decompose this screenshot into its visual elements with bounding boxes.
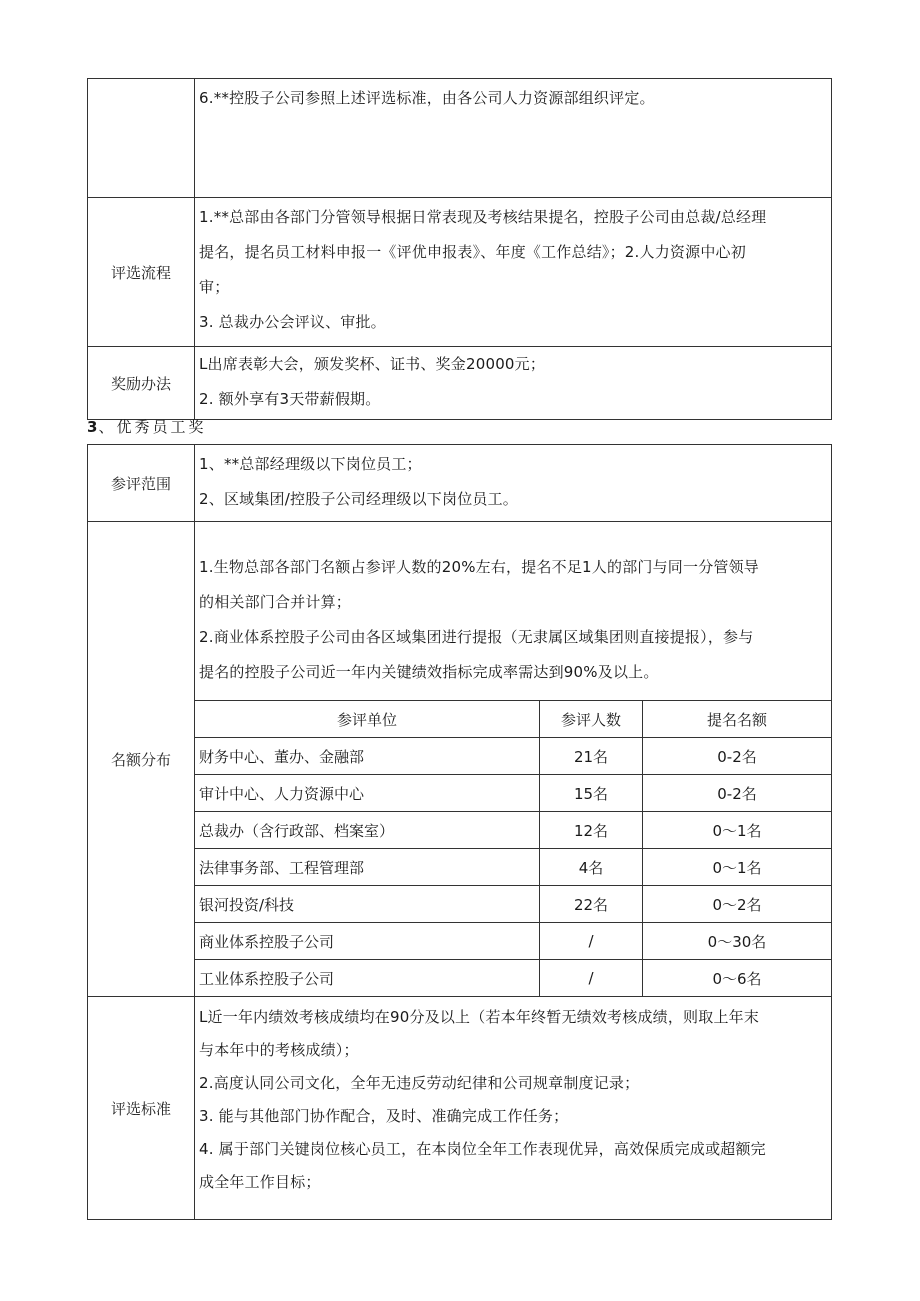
reward-label: 奖励办法 bbox=[88, 347, 195, 420]
criteria-line: L近一年内绩效考核成绩均在90分及以上（若本年终暂无绩效考核成绩，则取上年末 bbox=[199, 1008, 760, 1026]
count-cell: 12名 bbox=[540, 812, 643, 849]
quota-cell: 0～1名 bbox=[643, 812, 832, 849]
reward-line: L出席表彰大会，颁发奖杯、证书、奖金20000元； bbox=[199, 355, 546, 373]
distribution-label: 名额分布 bbox=[88, 522, 195, 997]
criteria-tail-row bbox=[88, 79, 832, 198]
table-row bbox=[195, 849, 831, 886]
unit-cell: 商业体系控股子公司 bbox=[195, 923, 540, 960]
scope-label: 参评范围 bbox=[88, 445, 195, 522]
criteria-tail-content bbox=[195, 79, 832, 198]
table-row bbox=[195, 960, 831, 997]
criteria-line: 2.高度认同公司文化，全年无违反劳动纪律和公司规章制度记录； bbox=[199, 1074, 640, 1092]
quota-header-count: 参评人数 bbox=[540, 701, 643, 738]
distribution-line: 提名的控股子公司近一年内关键绩效指标完成率需达到90%及以上。 bbox=[199, 663, 659, 681]
unit-cell: 银河投资/科技 bbox=[195, 886, 540, 923]
count-cell: / bbox=[540, 923, 643, 960]
count-cell: 22名 bbox=[540, 886, 643, 923]
process-line: 3. 总裁办公会评议、审批。 bbox=[199, 313, 386, 331]
quota-cell: 0-2名 bbox=[643, 738, 832, 775]
distribution-text bbox=[195, 522, 831, 700]
quota-table bbox=[195, 700, 831, 996]
section-heading bbox=[87, 416, 206, 437]
process-label: 评选流程 bbox=[88, 198, 195, 347]
scope-line: 2、区域集团/控股子公司经理级以下岗位员工。 bbox=[199, 490, 518, 508]
quota-cell: 0～2名 bbox=[643, 886, 832, 923]
empty-label-cell bbox=[88, 79, 195, 198]
excellent-employee-table bbox=[87, 444, 832, 1220]
unit-cell: 法律事务部、工程管理部 bbox=[195, 849, 540, 886]
criteria-line: 成全年工作目标； bbox=[199, 1173, 321, 1191]
criteria-line: 与本年中的考核成绩）； bbox=[199, 1041, 359, 1059]
reward-content bbox=[195, 347, 832, 420]
distribution-content bbox=[195, 522, 832, 997]
award-table-top bbox=[87, 78, 832, 420]
table-row bbox=[195, 812, 831, 849]
unit-cell: 总裁办（含行政部、档案室） bbox=[195, 812, 540, 849]
distribution-line: 2.商业体系控股子公司由各区域集团进行提报（无隶属区域集团则直接提报），参与 bbox=[199, 628, 754, 646]
distribution-line: 1.生物总部各部门名额占参评人数的20%左右，提名不足1人的部门与同一分管领导 bbox=[199, 558, 759, 576]
count-cell: 4名 bbox=[540, 849, 643, 886]
table-row bbox=[195, 923, 831, 960]
table-row bbox=[195, 738, 831, 775]
process-line: 1.**总部由各部门分管领导根据日常表现及考核结果提名，控股子公司由总裁/总经理 bbox=[199, 208, 767, 226]
quota-header-row bbox=[195, 701, 831, 738]
criteria-line: 4. 属于部门关键岗位核心员工，在本岗位全年工作表现优异，高效保质完成或超额完 bbox=[199, 1140, 766, 1158]
unit-cell: 审计中心、人力资源中心 bbox=[195, 775, 540, 812]
count-cell: 21名 bbox=[540, 738, 643, 775]
quota-cell: 0～6名 bbox=[643, 960, 832, 997]
quota-header-unit: 参评单位 bbox=[195, 701, 540, 738]
process-content bbox=[195, 198, 832, 347]
reward-line: 2. 额外享有3天带薪假期。 bbox=[199, 390, 381, 408]
reward-row bbox=[88, 347, 832, 420]
table-row bbox=[195, 775, 831, 812]
process-row bbox=[88, 198, 832, 347]
unit-cell: 工业体系控股子公司 bbox=[195, 960, 540, 997]
criteria-label: 评选标准 bbox=[88, 997, 195, 1220]
distribution-row bbox=[88, 522, 832, 997]
table-row bbox=[195, 886, 831, 923]
unit-cell: 财务中心、董办、金融部 bbox=[195, 738, 540, 775]
count-cell: / bbox=[540, 960, 643, 997]
process-line: 审； bbox=[199, 278, 230, 296]
process-line: 提名，提名员工材料申报一《评优申报表》、年度《工作总结》；2.人力资源中心初 bbox=[199, 243, 746, 261]
scope-content bbox=[195, 445, 832, 522]
quota-cell: 0～30名 bbox=[643, 923, 832, 960]
section-number: 3 bbox=[87, 418, 99, 436]
quota-cell: 0-2名 bbox=[643, 775, 832, 812]
criteria-tail-line: 6.**控股子公司参照上述评选标准，由各公司人力资源部组织评定。 bbox=[199, 89, 655, 107]
distribution-line: 的相关部门合并计算； bbox=[199, 593, 352, 611]
criteria-row bbox=[88, 997, 832, 1220]
criteria-line: 3. 能与其他部门协作配合，及时、准确完成工作任务； bbox=[199, 1107, 569, 1125]
scope-row bbox=[88, 445, 832, 522]
criteria-content bbox=[195, 997, 832, 1220]
quota-cell: 0～1名 bbox=[643, 849, 832, 886]
quota-header-quota: 提名名额 bbox=[643, 701, 832, 738]
section-title: 、优秀员工奖 bbox=[98, 418, 207, 436]
count-cell: 15名 bbox=[540, 775, 643, 812]
scope-line: 1、**总部经理级以下岗位员工； bbox=[199, 455, 422, 473]
